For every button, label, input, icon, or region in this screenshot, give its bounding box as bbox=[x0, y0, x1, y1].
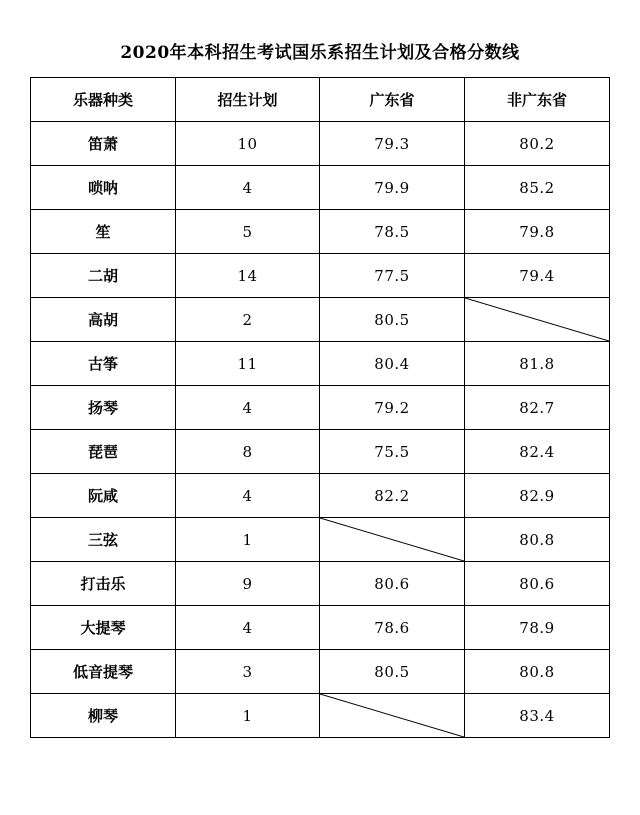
header-non-guangdong: 非广东省 bbox=[465, 78, 610, 122]
empty-slash-cell bbox=[320, 694, 465, 738]
table-row bbox=[31, 122, 610, 166]
cell-plan: 14 bbox=[176, 254, 320, 298]
table-row bbox=[31, 254, 610, 298]
cell-plan: 4 bbox=[176, 606, 320, 650]
cell-non-guangdong-score: 82.9 bbox=[465, 474, 610, 518]
cell-guangdong-score: 80.5 bbox=[320, 298, 465, 342]
cell-guangdong-score: 77.5 bbox=[320, 254, 465, 298]
cell-guangdong-score: 78.5 bbox=[320, 210, 465, 254]
cell-plan: 11 bbox=[176, 342, 320, 386]
cell-guangdong-score: 79.3 bbox=[320, 122, 465, 166]
cell-plan: 8 bbox=[176, 430, 320, 474]
cell-non-guangdong-score: 85.2 bbox=[465, 166, 610, 210]
table-row bbox=[31, 606, 610, 650]
cell-instrument: 柳琴 bbox=[31, 694, 176, 738]
cell-guangdong-score: 80.6 bbox=[320, 562, 465, 606]
cell-instrument: 古筝 bbox=[31, 342, 176, 386]
diagonal-slash-line bbox=[320, 694, 464, 737]
cell-plan: 1 bbox=[176, 694, 320, 738]
table-row bbox=[31, 562, 610, 606]
cell-guangdong-score: 75.5 bbox=[320, 430, 465, 474]
empty-slash-cell bbox=[320, 518, 465, 562]
cell-guangdong-score: 80.4 bbox=[320, 342, 465, 386]
cell-instrument: 唢呐 bbox=[31, 166, 176, 210]
cell-instrument: 琵琶 bbox=[31, 430, 176, 474]
cell-plan: 9 bbox=[176, 562, 320, 606]
cell-instrument: 三弦 bbox=[31, 518, 176, 562]
cell-non-guangdong-score: 80.8 bbox=[465, 650, 610, 694]
table-row bbox=[31, 430, 610, 474]
cell-instrument: 打击乐 bbox=[31, 562, 176, 606]
cell-non-guangdong-score: 79.4 bbox=[465, 254, 610, 298]
table-row bbox=[31, 386, 610, 430]
cell-non-guangdong-score: 82.4 bbox=[465, 430, 610, 474]
empty-slash-cell bbox=[465, 298, 610, 342]
cell-guangdong-score: 82.2 bbox=[320, 474, 465, 518]
cell-plan: 4 bbox=[176, 474, 320, 518]
document-title: 2020年本科招生考试国乐系招生计划及合格分数线 bbox=[120, 43, 520, 63]
table-row bbox=[31, 166, 610, 210]
cell-plan: 5 bbox=[176, 210, 320, 254]
cell-instrument: 阮咸 bbox=[31, 474, 176, 518]
table-header-row bbox=[31, 78, 610, 122]
cell-instrument: 扬琴 bbox=[31, 386, 176, 430]
header-guangdong: 广东省 bbox=[320, 78, 465, 122]
cell-non-guangdong-score: 81.8 bbox=[465, 342, 610, 386]
cell-non-guangdong-score: 82.7 bbox=[465, 386, 610, 430]
header-plan: 招生计划 bbox=[176, 78, 320, 122]
table-row bbox=[31, 298, 610, 342]
cell-plan: 4 bbox=[176, 166, 320, 210]
cell-instrument: 大提琴 bbox=[31, 606, 176, 650]
cell-non-guangdong-score: 80.6 bbox=[465, 562, 610, 606]
cell-plan: 4 bbox=[176, 386, 320, 430]
cell-instrument: 高胡 bbox=[31, 298, 176, 342]
table-row bbox=[31, 650, 610, 694]
cell-instrument: 二胡 bbox=[31, 254, 176, 298]
admission-score-table bbox=[30, 77, 610, 738]
cell-guangdong-score: 79.2 bbox=[320, 386, 465, 430]
cell-guangdong-score: 78.6 bbox=[320, 606, 465, 650]
table-row bbox=[31, 694, 610, 738]
cell-plan: 1 bbox=[176, 518, 320, 562]
cell-plan: 2 bbox=[176, 298, 320, 342]
cell-instrument: 笙 bbox=[31, 210, 176, 254]
table-row bbox=[31, 474, 610, 518]
cell-non-guangdong-score: 80.8 bbox=[465, 518, 610, 562]
diagonal-slash-line bbox=[465, 298, 609, 341]
cell-non-guangdong-score: 83.4 bbox=[465, 694, 610, 738]
table-row bbox=[31, 210, 610, 254]
table-row bbox=[31, 342, 610, 386]
cell-guangdong-score: 79.9 bbox=[320, 166, 465, 210]
table-body bbox=[31, 122, 610, 738]
diagonal-slash-line bbox=[320, 518, 464, 561]
cell-non-guangdong-score: 80.2 bbox=[465, 122, 610, 166]
cell-instrument: 笛萧 bbox=[31, 122, 176, 166]
table-row bbox=[31, 518, 610, 562]
cell-non-guangdong-score: 79.8 bbox=[465, 210, 610, 254]
cell-plan: 3 bbox=[176, 650, 320, 694]
header-instrument: 乐器种类 bbox=[31, 78, 176, 122]
cell-plan: 10 bbox=[176, 122, 320, 166]
cell-guangdong-score: 80.5 bbox=[320, 650, 465, 694]
cell-non-guangdong-score: 78.9 bbox=[465, 606, 610, 650]
cell-instrument: 低音提琴 bbox=[31, 650, 176, 694]
